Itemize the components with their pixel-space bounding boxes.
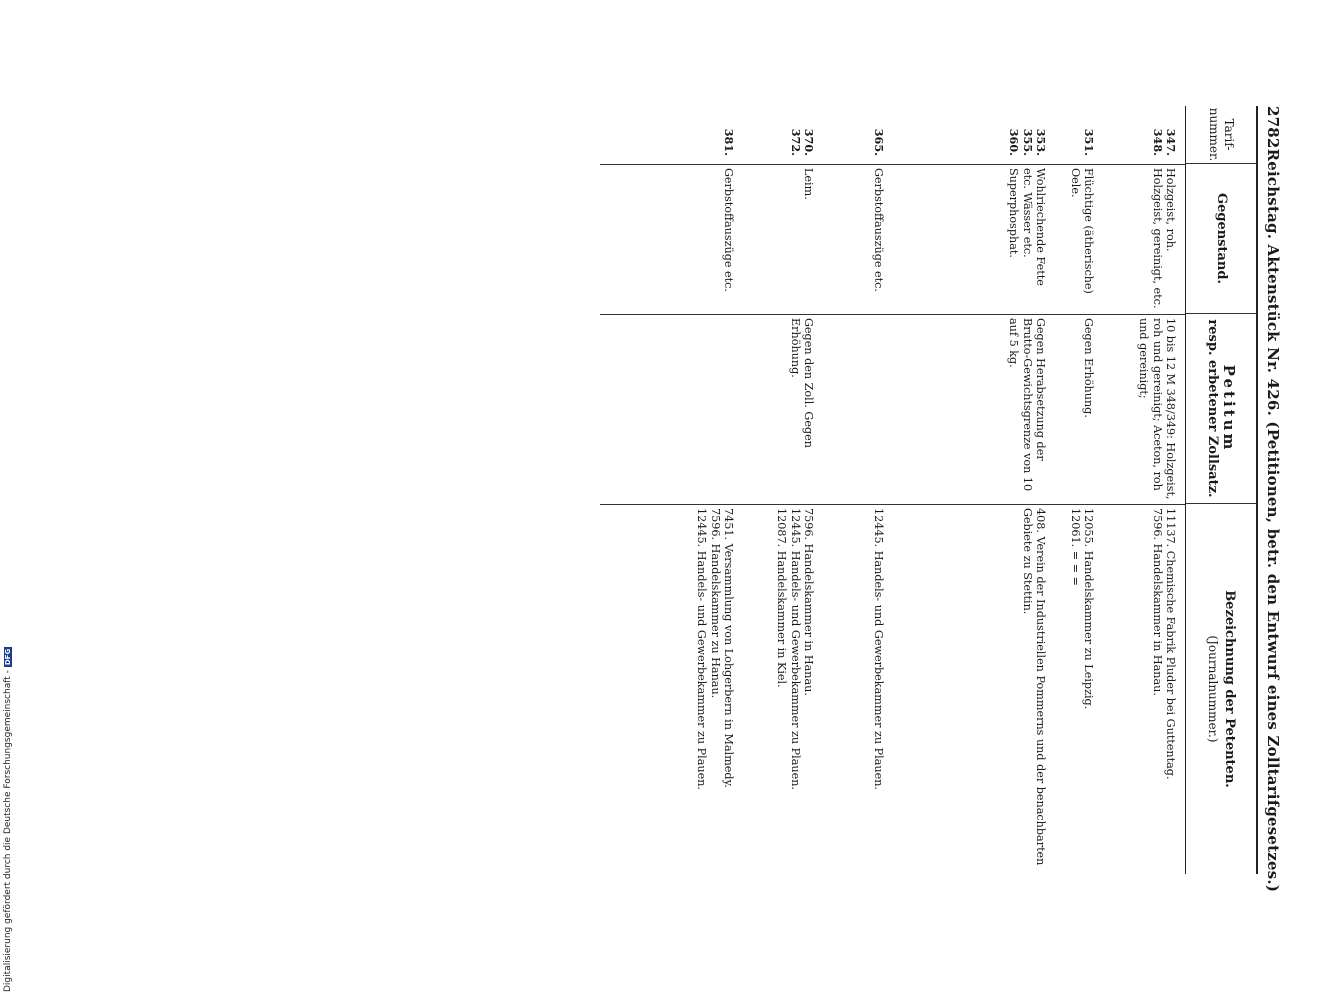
subject-text: Gerbstoffauszüge etc. xyxy=(872,168,885,292)
table-row xyxy=(1068,106,1095,874)
column-divider xyxy=(600,314,1185,315)
tariff-number: 353. 355. 360. xyxy=(1007,128,1048,156)
petitioners-text: 12055. Handelskammer zu Leipzig. 12061. = = = xyxy=(1068,508,1095,710)
tariff-number: 370. 372. xyxy=(788,128,816,156)
column-header-petitum-title: Petitum xyxy=(1220,364,1239,453)
column-header-petenten xyxy=(1186,504,1256,874)
document-page xyxy=(48,88,1288,893)
petitioners-text: 11137. Chemische Fabrik Pluder bei Guttentag. 7596. Handelskammer in Hanau. xyxy=(1150,508,1177,780)
tariff-number: 381. xyxy=(722,128,736,156)
petitum-text: Gegen Herabsetzung der Brutto-Gewichtsgrenze von 10 auf 5 kg. xyxy=(1007,318,1047,492)
petitioners-text: 408. Verein der Industriellen Pommerns und der benachbarten Gebiete zu Stettin. xyxy=(1020,508,1047,866)
petitum-text: Gegen Erhöhung. xyxy=(1082,318,1095,418)
column-header-gegenstand xyxy=(1186,164,1256,314)
table-row xyxy=(695,106,735,874)
column-header-petenten-title: Bezeichnung der Petenten. xyxy=(1221,590,1237,788)
column-header-nr-label: Tarif- nummer. xyxy=(1207,107,1236,162)
column-header-petitum-sub: resp. erbetener Zollsatz. xyxy=(1204,319,1220,498)
petitum-text: Gegen den Zoll. Gegen Erhöhung. xyxy=(788,318,815,448)
table-row xyxy=(1137,106,1177,874)
digitization-credit xyxy=(0,0,14,1000)
tariff-number: 351. xyxy=(1082,128,1096,156)
table-row xyxy=(775,106,815,874)
column-header-petitum xyxy=(1186,314,1256,504)
table-row xyxy=(1007,106,1047,874)
petitioners-text: 12445. Handels- und Gewerbekammer zu Plauen. xyxy=(872,508,885,790)
petitum-text xyxy=(872,314,885,504)
tariff-number: 347. 348. xyxy=(1150,128,1178,156)
subject-text: Holzgeist, roh. Holzgeist, gereinigt, etc. xyxy=(1150,168,1177,309)
subject-text: Leim. xyxy=(802,168,815,200)
subject-text: Gerbstoffauszüge etc. xyxy=(722,168,735,292)
dfg-logo: DFG xyxy=(3,648,12,666)
column-divider xyxy=(600,504,1185,505)
page-header xyxy=(1258,106,1282,893)
petitum-text xyxy=(695,314,735,504)
petitioners-text: 7451. Versammlung von Lohgerbern in Malmedy. 7596. Handelskammer zu Hanau. 12445. Handels- und Gewerbekammer zu Plauen. xyxy=(695,508,735,790)
subject-text: Flüchtige (ätherische) Oele. xyxy=(1068,168,1095,294)
petitioners-text: 7596. Handelskammer in Hanau. 12445. Handels- und Gewerbekammer zu Plauen. 12087. Handelskammer in Kiel. xyxy=(775,508,815,790)
column-header-gegenstand-label: Gegenstand. xyxy=(1214,193,1230,284)
table-row xyxy=(872,106,885,874)
column-header-nr xyxy=(1186,106,1256,164)
table-body xyxy=(600,106,1185,874)
credit-text: Digitalisierung gefördert durch die Deutsche Forschungsgemeinschaft - xyxy=(3,670,13,992)
petitions-table xyxy=(600,106,1258,874)
column-divider xyxy=(600,164,1185,165)
table-header xyxy=(1185,106,1256,874)
petitum-text: 10 bis 12 M 348/349: Holzgeist, roh und gereinigt; Aceton, roh und gereinigt; xyxy=(1137,318,1177,500)
column-header-petenten-sub: (Journalnummer.) xyxy=(1206,635,1221,743)
tariff-number: 365. xyxy=(872,128,886,156)
subject-text: Wohlriechende Fette etc. Wässer etc. Superphosphat. xyxy=(1007,168,1047,286)
page-number: 2782 xyxy=(1264,106,1282,149)
page-title: Reichstag. Aktenstück Nr. 426. (Petitionen, betr. den Entwurf eines Zolltarifgesetzes.) xyxy=(1264,148,1282,893)
